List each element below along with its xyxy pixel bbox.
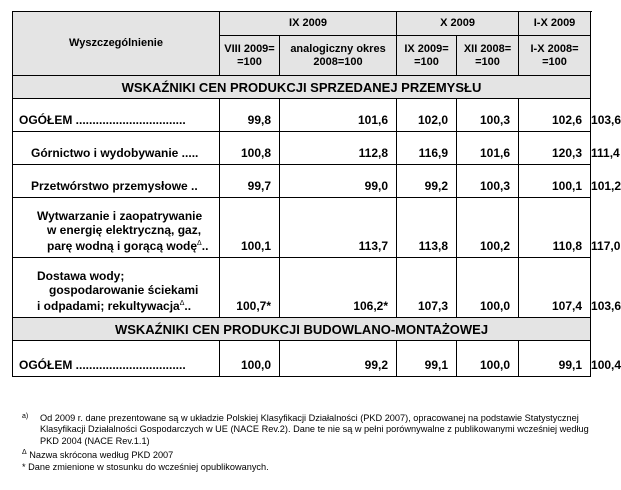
footnote-a-mark: a) [22, 413, 29, 420]
value-cell: 110,8 [519, 198, 591, 258]
row-label-line: gospodarowanie ściekami [49, 283, 199, 297]
value-cell: 99,1 [397, 341, 457, 377]
value-cell: 100,2 [457, 198, 519, 258]
header-row-periods [13, 12, 591, 36]
value-cell: 120,3 [519, 132, 591, 165]
header-base-same-period-2008: analogiczny okres 2008=100 [280, 36, 397, 76]
header-x-2009: X 2009 [397, 12, 519, 36]
value-cell: 100,1 [220, 198, 280, 258]
footnote-delta [22, 447, 592, 461]
value-cell: 116,9 [397, 132, 457, 165]
header-base-viii-2009: VIII 2009= =100 [220, 36, 280, 76]
value-cell: 99,0 [280, 165, 397, 198]
header-base-xii-2008: XII 2008= =100 [457, 36, 519, 76]
row-label-mining: Górnictwo i wydobywanie ..... [13, 132, 220, 165]
row-label-line [37, 237, 219, 253]
value-cell: 99,1 [519, 341, 591, 377]
data-row-water: Dostawa wody; gospodarowanie ściekami i odpadami; rekultywacja$^\Delta$.. 100,7* 106,2* 107,3 100,0 107,4 103,6 [13, 258, 591, 318]
row-label-construction_total: OGÓŁEM ................................. [13, 341, 220, 377]
value-cell: 107,3 [397, 258, 457, 318]
delta-mark: Δ [197, 240, 202, 247]
value-cell: 100,0 [457, 258, 519, 318]
value-cell: 99,2 [280, 341, 397, 377]
value-cell: 100,8 [220, 132, 280, 165]
price-index-table [12, 11, 621, 377]
header-description: Wyszczególnienie [13, 12, 220, 76]
data-row-energy: Wytwarzanie i zaopatrywanie w energię elektryczną, gaz, parę wodną i gorącą wodę$^\Delta$.. 100,1 113,7 113,8 100,2 110,8 117,0 [13, 198, 591, 258]
row-label-water [13, 258, 220, 318]
data-row-total: OGÓŁEM ................................. 99,8 101,6 102,0 100,3 102,6 103,6 [13, 99, 591, 132]
leader-dots: .. [184, 299, 192, 313]
row-label-total: OGÓŁEM ................................. [13, 99, 220, 132]
header-base-i-x-2008: I-X 2008= =100 [519, 36, 591, 76]
value-cell: 100,7* [220, 258, 280, 318]
section-heading-construction: WSKAŹNIKI CEN PRODUKCJI BUDOWLANO-MONTAŻOWEJ [13, 318, 591, 341]
footnote-delta-mark: Δ [22, 449, 27, 457]
value-cell: 101,6 [457, 132, 519, 165]
value-cell: 113,7 [280, 198, 397, 258]
value-cell: 100,1 [519, 165, 591, 198]
data-row-manufacturing: Przetwórstwo przemysłowe .. 99,7 99,0 99,2 100,3 100,1 101,2 [13, 165, 591, 198]
row-label-manufacturing: Przetwórstwo przemysłowe .. [13, 165, 220, 198]
footnote-star [22, 462, 592, 473]
section-row-industry [13, 76, 591, 99]
header-i-x-2009: I-X 2009 [519, 12, 591, 36]
delta-mark: Δ [179, 300, 185, 307]
value-cell: 101,6 [280, 99, 397, 132]
footnote-delta-text: Nazwa skrócona według PKD 2007 [29, 450, 174, 461]
header-ix-2009: IX 2009 [220, 12, 397, 36]
data-row-construction_total: OGÓŁEM ................................. 100,0 99,2 99,1 100,0 99,1 100,4 [13, 341, 591, 377]
value-cell: 100,0 [220, 341, 280, 377]
data-row-mining: Górnictwo i wydobywanie ..... 100,8 112,8 116,9 101,6 120,3 111,4 [13, 132, 591, 165]
value-cell: 107,4 [519, 258, 591, 318]
row-label-line: Dostawa wody; [37, 269, 125, 283]
value-cell: 113,8 [397, 198, 457, 258]
footnote-a [22, 413, 592, 447]
value-cell: 99,2 [397, 165, 457, 198]
row-label-line [37, 297, 219, 313]
value-cell: 100,0 [457, 341, 519, 377]
section-heading-industry: WSKAŹNIKI CEN PRODUKCJI SPRZEDANEJ PRZEMYSŁU [13, 76, 591, 99]
row-label-text: parę wodną i gorącą wodę [47, 239, 198, 253]
value-cell: 100,3 [457, 165, 519, 198]
section-row-construction [13, 318, 591, 341]
header-base-ix-2009: IX 2009= =100 [397, 36, 457, 76]
row-label-text: i odpadami; rekultywacja [37, 299, 180, 313]
value-cell: 102,6 [519, 99, 591, 132]
leader-dots: .. [201, 239, 209, 253]
row-label-line: w energię elektryczną, gaz, [47, 223, 202, 237]
row-label-line: Wytwarzanie i zaopatrywanie [37, 209, 203, 223]
row-label-energy [13, 198, 220, 258]
value-cell: 102,0 [397, 99, 457, 132]
value-cell: 99,7 [220, 165, 280, 198]
value-cell: 106,2* [280, 258, 397, 318]
value-cell: 100,3 [457, 99, 519, 132]
footnote-a-text: Od 2009 r. dane prezentowane są w układzie Polskiej Klasyfikacji Działalności (PKD 2007), opracowanej na podstawie Statystycznej Klasyfikacji Działalności Gospodarczych w UE (NACE Rev.2). Dane te nie są w pełni porównywalne z publikowanymi wcześniej według PKD 2004 (NACE Rev.1.1) [40, 413, 589, 446]
value-cell: 112,8 [280, 132, 397, 165]
value-cell: 99,8 [220, 99, 280, 132]
footnotes [22, 413, 592, 473]
footnote-star-text: * Dane zmienione w stosunku do wcześniej opublikowanych. [22, 461, 269, 472]
